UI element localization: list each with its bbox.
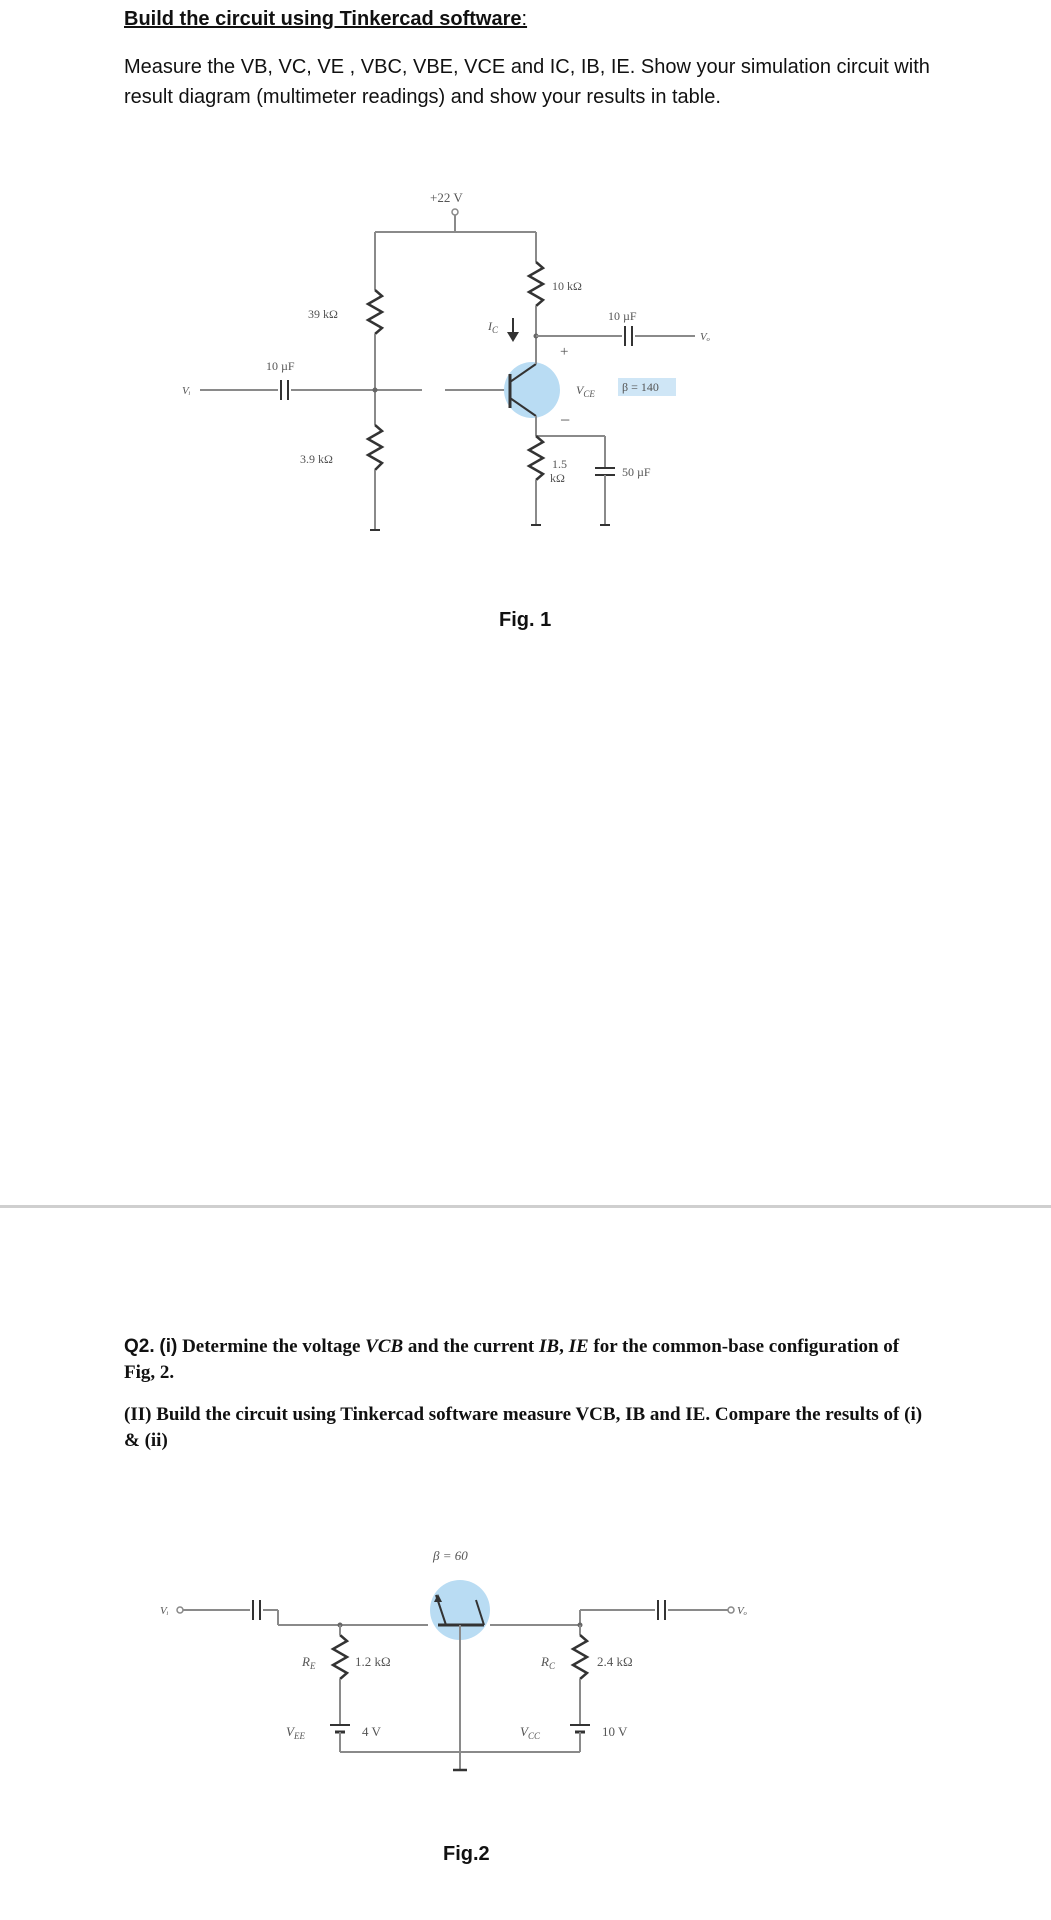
fig2-re-name: $R_E$ xyxy=(302,1654,316,1671)
fig1-supply-label: +22 V xyxy=(430,190,463,205)
fig2-vo-label: Vₒ xyxy=(737,1605,747,1617)
q2-part1 xyxy=(124,1334,924,1386)
title-text: Build the circuit using Tinkercad software xyxy=(124,8,522,30)
fig1-minus-sign: − xyxy=(560,410,571,430)
fig2-vee-name: $V_{EE}$ xyxy=(286,1724,305,1741)
fig1-transistor-body xyxy=(504,362,560,418)
fig2-rc-name: $R_C$ xyxy=(541,1654,555,1671)
q2-part2: (II) Build the circuit using Tinkercad software measure VCB, IB and IE. Compare the results of (i) & (ii) xyxy=(124,1404,923,1451)
fig2-beta-label: β = 60 xyxy=(433,1548,468,1563)
fig1-r1-resistor xyxy=(368,290,382,334)
fig1-re-resistor xyxy=(529,436,543,480)
q2-ib: IB xyxy=(538,1336,560,1357)
fig1-plus-sign: + xyxy=(560,344,569,360)
fig2-vcc-name: $V_{CC}$ xyxy=(520,1724,540,1741)
q2-vcb: VCB xyxy=(365,1336,404,1357)
fig2-re-resistor xyxy=(333,1635,347,1679)
fig1-beta-label: β = 140 xyxy=(622,380,659,394)
fig1-rc-resistor xyxy=(529,262,543,306)
fig1-r2-resistor xyxy=(368,425,382,470)
page-divider xyxy=(0,1205,1051,1208)
fig1-vo-label: Vₒ xyxy=(700,331,710,343)
assignment-title xyxy=(124,8,527,31)
instructions-text: Measure the VB, VC, VE , VBC, VBE, VCE and IC, IB, IE. Show your simulation circuit with result diagram (multimeter readings) and show your results in table. xyxy=(124,56,930,108)
fig2-caption: Fig.2 xyxy=(443,1843,490,1865)
fig1-schematic xyxy=(170,180,730,540)
title-colon: : xyxy=(521,8,528,30)
fig1-cin-label: 10 µF xyxy=(266,359,295,373)
fig1-r2-label: 3.9 kΩ xyxy=(300,452,333,466)
fig1-re-label-2: kΩ xyxy=(550,471,565,485)
q2-part1-text-b: and the current xyxy=(407,1336,535,1357)
fig2-re-value: 1.2 kΩ xyxy=(355,1654,391,1669)
fig2-vi-label: Vᵢ xyxy=(160,1605,169,1617)
fig1-rc-label: 10 kΩ xyxy=(552,279,582,293)
q2-part1-text-a: Determine the voltage xyxy=(182,1336,361,1357)
q2-ie: IE xyxy=(568,1336,589,1357)
q2-number: Q2. xyxy=(124,1336,155,1357)
fig1-re-label-1: 1.5 xyxy=(552,457,567,471)
fig1-ic-label: $I_C$ xyxy=(488,319,499,335)
fig2-schematic xyxy=(150,1540,790,1830)
fig1-r1-label: 39 kΩ xyxy=(308,307,338,321)
q2-part1-text-c: for the common-base configuration of Fig, 2. xyxy=(124,1336,900,1383)
fig1-vi-label: Vᵢ xyxy=(182,385,191,397)
fig1-cout-label: 10 µF xyxy=(608,309,637,323)
q2-comma: , xyxy=(559,1336,564,1357)
fig1-ce-label: 50 µF xyxy=(622,465,651,479)
fig2-rc-resistor xyxy=(573,1635,587,1679)
fig2-vcc-value: 10 V xyxy=(602,1724,628,1739)
fig1-supply-terminal xyxy=(452,209,458,215)
fig1-vce-label: $V_{CE}$ xyxy=(576,383,595,399)
fig1-caption: Fig. 1 xyxy=(499,609,552,631)
fig2-rc-value: 2.4 kΩ xyxy=(597,1654,633,1669)
fig2-vee-value: 4 V xyxy=(362,1724,381,1739)
q2-part1-roman: (i) xyxy=(159,1336,178,1357)
